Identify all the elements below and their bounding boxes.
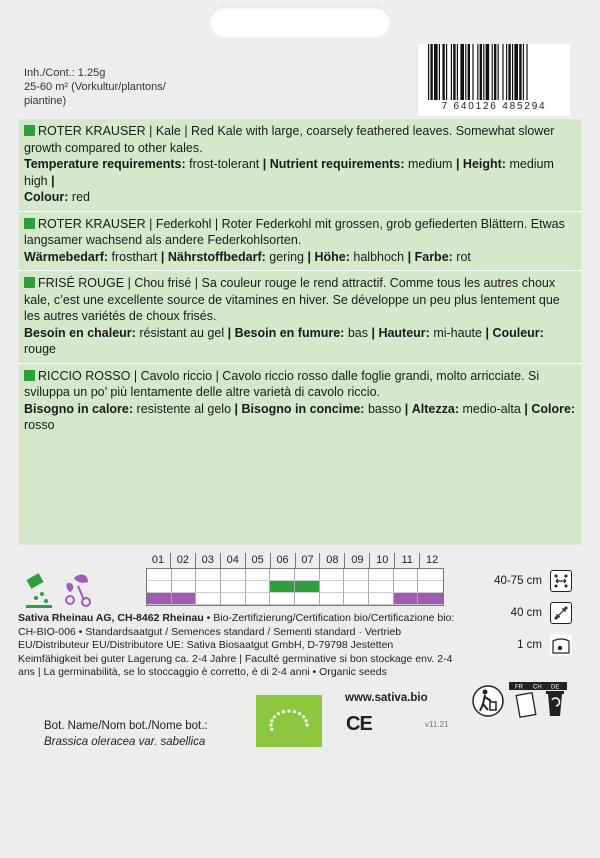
trait-label: Hauteur: <box>378 325 430 340</box>
calendar-month-label: 12 <box>419 553 444 568</box>
barcode-bar <box>483 44 484 100</box>
calendar-months <box>146 553 444 568</box>
barcode-bar <box>519 44 521 100</box>
trait-value: halbhoch <box>353 249 405 264</box>
trait-value: frosthart <box>111 249 158 264</box>
calendar-month-label: 06 <box>270 553 295 568</box>
trait-label: Wärmebedarf: <box>24 249 109 264</box>
sowing-depth-value: 1 cm <box>517 639 542 651</box>
country-disposal-icons <box>509 682 567 717</box>
spacing-info <box>480 565 590 661</box>
trait-label: Nährstoffbedarf: <box>167 249 266 264</box>
description-fr: FRISÉ ROUGE | Chou frisé | Sa couleur rouge le rend attractif. Comme tous les autres choux kale, c’est une excellente source de vitamines en hiver. Se développe un peu plus lentement que les autres variétés de choux frisés. Besoin en chaleur: résistant au gel | Besoin en fumure: bas | Hauteur: mi-haute | Couleur: rouge <box>19 271 581 364</box>
harvest-icon <box>66 575 90 606</box>
disposal-symbols <box>470 680 588 722</box>
sowing-cell <box>295 581 320 593</box>
green-square-icon <box>24 277 35 288</box>
row-spacing <box>480 565 590 597</box>
calendar-cell <box>344 593 369 605</box>
trait-value: medio-alta <box>462 401 521 416</box>
calendar-cell <box>196 593 221 605</box>
description-it: RICCIO ROSSO | Cavolo riccio | Cavolo riccio rosso dalle foglie grandi, molto arricciate. Si sviluppa un po’ più lentamente delle altre varietà di cavolo riccio. Bisogno in calore: resistente al gelo | Bisogno in concime: basso | Altezza: medio-alta | Colore: rosso <box>24 368 576 432</box>
calendar-cell <box>320 593 345 605</box>
description-text: FRISÉ ROUGE | Chou frisé | Sa couleur rouge le rend attractif. Comme tous les autres choux kale, c’est une excellente source de vitamines en hiver. Se développe un peu plus lentement que les autres variétés de choux frisés. <box>24 276 560 323</box>
eu-star <box>305 723 308 726</box>
calendar-month-label: 02 <box>170 553 195 568</box>
barcode-bar <box>453 44 455 100</box>
calendar-cell <box>246 581 271 593</box>
eu-star <box>298 712 301 715</box>
trait-label: Bisogno in calore: <box>24 401 134 416</box>
green-square-icon <box>24 218 35 229</box>
calendar-cell <box>147 581 172 593</box>
trait-label: Farbe: <box>414 249 453 264</box>
eu-star <box>302 715 305 718</box>
calendar-cell <box>369 581 394 593</box>
eu-organic-logo <box>256 695 322 747</box>
harvest-cell <box>394 593 419 605</box>
recycling-icons <box>470 680 588 722</box>
calendar-cell <box>295 569 320 581</box>
barcode-bar <box>512 44 513 100</box>
trait-value: medium high <box>24 157 554 188</box>
calendar-cell <box>270 569 295 581</box>
calendar-cell <box>172 581 197 593</box>
barcode-bar <box>430 44 432 100</box>
calendar-month-label: 11 <box>394 553 419 568</box>
barcode-bar <box>508 44 510 100</box>
calendar-month-label: 01 <box>151 554 165 566</box>
trait-label: Altezza: <box>411 401 459 416</box>
barcode-bar <box>428 44 429 100</box>
trait-label: Bisogno in concime: <box>241 401 365 416</box>
calendar-cell <box>369 569 394 581</box>
eu-star <box>282 710 285 713</box>
calendar-cell <box>147 569 172 581</box>
barcode-bar <box>492 44 493 100</box>
eu-star <box>273 715 276 718</box>
green-square-icon <box>24 370 35 381</box>
sowing-depth-icon <box>550 634 572 656</box>
trait-value: basso <box>367 401 402 416</box>
description-en: ROTER KRAUSER | Kale | Red Kale with large, coarsely feathered leaves. Somewhat slower growth compared to other kales. Temperature requirements: frost-tolerant | Nutrient requirements: medium | Height: medium high | Colour: red <box>19 119 581 212</box>
tidyman-icon <box>473 686 503 716</box>
disposal-label-ch: CH <box>533 684 542 691</box>
barcode-bar <box>442 44 444 100</box>
eu-star <box>305 719 308 722</box>
company-name: Sativa Rheinau AG, CH-8462 Rheinau <box>18 612 204 624</box>
trait-label: Colour: <box>24 190 69 204</box>
calendar-legend-icons <box>22 570 102 610</box>
trait-label: Temperature requirements: <box>24 157 186 171</box>
barcode-bar <box>506 44 507 100</box>
sowing-harvest-icons <box>22 570 102 610</box>
barcode-bar <box>434 44 438 100</box>
barcode-bar <box>465 44 466 100</box>
botanical-name <box>44 718 208 750</box>
version-code: v11.21 <box>425 720 449 729</box>
calendar-month-label: 03 <box>195 553 220 568</box>
calendar-cell <box>246 569 271 581</box>
trait-label: Höhe: <box>314 249 350 264</box>
sowing-depth <box>480 629 590 661</box>
eu-star <box>269 723 272 726</box>
barcode <box>418 44 570 116</box>
calendar-month-label: 10 <box>369 553 394 568</box>
hang-hole <box>209 6 391 38</box>
calendar-cell <box>221 569 246 581</box>
barcode-bar <box>502 44 503 100</box>
plant-spacing-icon <box>550 602 572 624</box>
barcode-bars <box>428 44 562 100</box>
eu-star <box>293 710 296 713</box>
barcode-bar <box>446 44 447 100</box>
barcode-bar <box>460 44 464 100</box>
barcode-bar <box>477 44 478 100</box>
trait-value: resistente al gelo <box>136 401 232 416</box>
trait-value: gering <box>269 249 305 264</box>
calendar-cell <box>394 581 419 593</box>
trait-label: Besoin en fumure: <box>234 325 345 340</box>
trait-value: rouge <box>24 342 56 356</box>
description-panel <box>19 119 581 545</box>
latin-name: Brassica oleracea var. sabellica <box>44 736 206 748</box>
area-coverage: 25-60 m² (Vorkultur/plantons/ <box>24 81 166 93</box>
company-details: • Bio-Zertifizierung/Certification bio/Certificazione bio: CH-BIO-006 • Standardsaatgut / Semences standard / Sementi standard · Vertrieb EU/Distributeur EU/Distributore UE: Sativa Biosaatgut GmbH, D-79798 Jestetten Keimfähigkeit bei guter Lagerung ca. 2-4 Jahre | Faculté germinative si bon stockage env. 2-4 ans | La germinabilità, se lo stoccaggio è corretto, è di 2-4 anni • Organic seeds <box>18 612 455 678</box>
harvest-cell <box>147 593 172 605</box>
calendar-month-label: 04 <box>220 553 245 568</box>
calendar-cell <box>221 581 246 593</box>
green-square-icon <box>24 125 35 136</box>
barcode-bar <box>439 44 440 100</box>
calendar-cell <box>418 569 443 581</box>
calendar-cell <box>344 581 369 593</box>
harvest-cell <box>418 593 443 605</box>
calendar-cell <box>369 593 394 605</box>
row-spacing-value: 40-75 cm <box>494 575 542 587</box>
trait-label: Nutrient requirements: <box>269 157 405 171</box>
trait-value: frost-tolerant <box>189 157 260 171</box>
disposal-label-fr: FR <box>515 684 523 691</box>
harvest-cell <box>172 593 197 605</box>
eu-star <box>270 719 273 722</box>
calendar-cell <box>270 593 295 605</box>
description-text: RICCIO ROSSO | Cavolo riccio | Cavolo riccio rosso dalle foglie grandi, molto arricciate. Si sviluppa un po’ più lentamente delle altre varietà di cavolo riccio. <box>24 368 540 399</box>
calendar-month-label: 08 <box>319 553 344 568</box>
calendar-cell <box>196 569 221 581</box>
calendar-cell <box>320 581 345 593</box>
trait-value: bas <box>347 325 368 340</box>
eu-star <box>277 712 280 715</box>
barcode-bar <box>468 44 470 100</box>
calendar-cell <box>196 581 221 593</box>
trait-label: Height: <box>462 157 506 171</box>
website-link[interactable]: www.sativa.bio <box>345 692 428 704</box>
barcode-bar <box>480 44 482 100</box>
calendar-cell <box>172 569 197 581</box>
calendar-grid <box>146 568 444 606</box>
trait-label: Besoin en chaleur: <box>24 325 136 340</box>
ce-mark: CE <box>346 713 372 735</box>
barcode-bar <box>523 44 524 100</box>
calendar-cell <box>394 569 419 581</box>
eu-star <box>287 709 290 712</box>
sowing-calendar <box>146 553 444 605</box>
barcode-bar <box>486 44 490 100</box>
content-weight: Inh./Cont.: 1.25g <box>24 67 106 79</box>
calendar-month-label: 07 <box>295 553 320 568</box>
sowing-icon <box>26 573 52 608</box>
botanical-label: Bot. Name/Nom bot./Nome bot.: <box>44 720 208 732</box>
disposal-label-de: DE <box>551 684 560 691</box>
trait-label: Colore: <box>531 401 576 416</box>
barcode-bar <box>457 44 458 100</box>
calendar-cell <box>246 593 271 605</box>
trait-value: red <box>71 190 90 204</box>
barcode-bar <box>472 44 473 100</box>
plant-spacing-value: 40 cm <box>510 607 542 619</box>
calendar-cell <box>344 569 369 581</box>
barcode-number: 7 640126 485294 <box>441 101 547 112</box>
barcode-bar <box>498 44 499 100</box>
trait-value: rosso <box>24 418 55 432</box>
barcode-bar <box>514 44 518 100</box>
package-info <box>24 66 166 108</box>
sowing-cell <box>270 581 295 593</box>
trait-value: résistant au gel <box>139 325 225 340</box>
trait-value: rot <box>456 249 471 264</box>
barcode-bar <box>451 44 452 100</box>
barcode-bar <box>494 44 496 100</box>
area-coverage-cont: piantine) <box>24 95 67 107</box>
company-info <box>18 612 458 680</box>
description-de: ROTER KRAUSER | Federkohl | Roter Federkohl mit grossen, grob gefiederten Blättern. Etwas langsamer wachsend als andere Federkohlsorten. Wärmebedarf: frosthart | Nährstoffbedarf: gering | Höhe: halbhoch | Farbe: rot <box>19 212 581 272</box>
eu-star <box>270 728 273 731</box>
trait-value: mi-haute <box>433 325 482 340</box>
calendar-cell <box>320 569 345 581</box>
description-text: ROTER KRAUSER | Kale | Red Kale with large, coarsely feathered leaves. Somewhat slower growth compared to other kales. <box>24 124 555 155</box>
calendar-month-label: 09 <box>344 553 369 568</box>
plant-spacing <box>480 597 590 629</box>
trait-label: Couleur: <box>492 325 544 340</box>
calendar-month-label: 05 <box>245 553 270 568</box>
description-text: ROTER KRAUSER | Federkohl | Roter Federkohl mit grossen, grob gefiederten Blättern. Etwas langsamer wachsend als andere Federkohlsorten. <box>24 216 565 247</box>
calendar-cell <box>221 593 246 605</box>
barcode-bar <box>526 44 527 100</box>
row-spacing-icon <box>550 570 572 592</box>
calendar-cell <box>295 593 320 605</box>
calendar-cell <box>418 581 443 593</box>
trait-value: medium <box>407 157 453 171</box>
